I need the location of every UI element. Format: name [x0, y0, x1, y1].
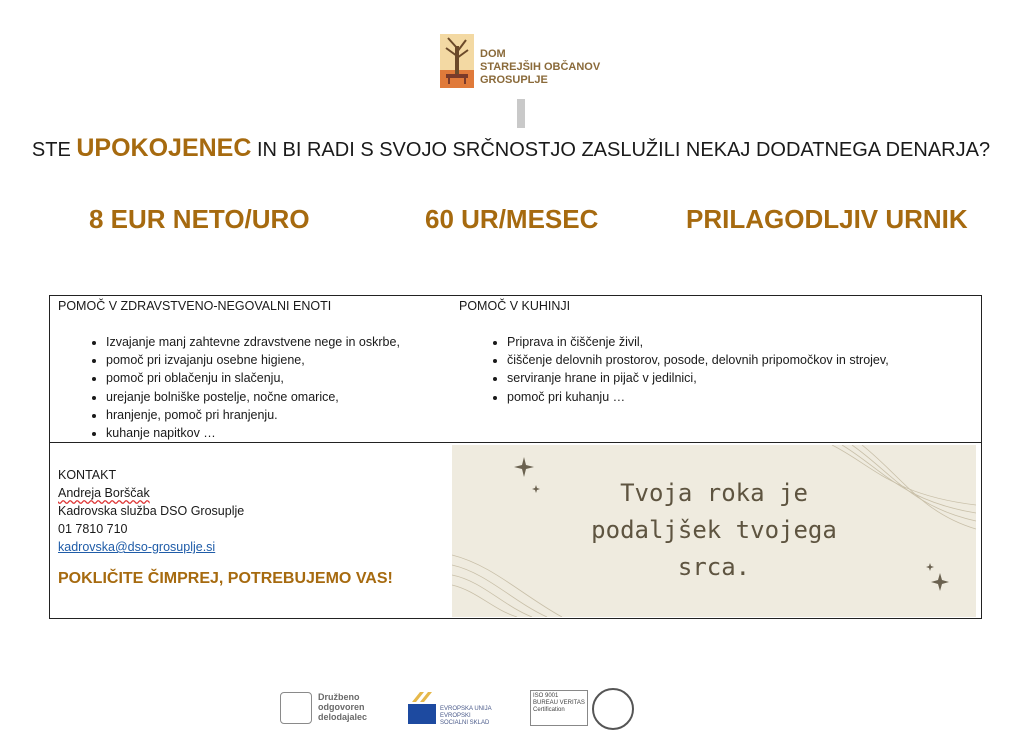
logo-line-2: STAREJŠIH OBČANOV: [480, 61, 601, 73]
tree-logo-icon: [440, 34, 474, 88]
list-item: • Izvajanje manj zahtevne zdravstvene nege in oskrbe,: [106, 335, 400, 349]
dso-logo: [440, 34, 610, 88]
stat-schedule: PRILAGODLJIV URNIK: [686, 204, 968, 234]
contact-heading: KONTAKT: [58, 468, 117, 482]
ribbon-icon: [410, 690, 434, 704]
eu-flag-icon: [408, 704, 436, 724]
stat-hours: 60 UR/MESEC: [425, 204, 599, 234]
quote-text: [452, 475, 976, 586]
eu-line-2: EVROPSKI: [440, 713, 471, 719]
row-divider: [50, 442, 981, 443]
people-group-icon: [280, 692, 312, 724]
quote-line-3: srca.: [677, 553, 751, 581]
eu-line-3: SOCIALNI SKLAD: [440, 720, 490, 726]
list-item: • čiščenje delovnih prostorov, posode, delovnih pripomočkov in strojev,: [507, 353, 889, 367]
headline: [0, 134, 1022, 163]
list-item: • kuhanje napitkov …: [106, 426, 400, 440]
stats-row: [0, 204, 1022, 238]
eu-text: [440, 706, 492, 727]
dod-line-3: delodajalec: [318, 712, 368, 722]
health-list: [58, 335, 400, 440]
quote-banner: [452, 445, 976, 617]
dod-text: [318, 692, 367, 722]
bv-line-1: ISO 9001: [533, 693, 559, 699]
contact-phone: 01 7810 710: [58, 522, 128, 536]
footer-logos: [0, 686, 1022, 732]
logo-wordmark: [480, 48, 600, 87]
responsible-employer-logo: [280, 690, 380, 728]
health-title: POMOČ V ZDRAVSTVENO-NEGOVALNI ENOTI: [58, 299, 332, 313]
headline-emphasis: UPOKOJENEC: [76, 134, 252, 162]
kitchen-list: [459, 335, 889, 404]
headline-after: IN BI RADI S SVOJO SRČNOSTJO ZASLUŽILI NEKAJ DODATNEGA DENARJA?: [251, 139, 991, 161]
call-to-action: POKLIČITE ČIMPREJ, POTREBUJEMO VAS!: [58, 570, 393, 587]
list-item: • pomoč pri izvajanju osebne higiene,: [106, 353, 400, 367]
iso-box: [530, 690, 588, 726]
health-column: [58, 299, 400, 444]
contact-name: Andreja Borščak: [58, 486, 150, 500]
contact-email-link[interactable]: kadrovska@dso-grosuplje.si: [58, 540, 216, 554]
headline-before: STE: [31, 139, 77, 161]
logo-line-1: DOM: [480, 48, 506, 60]
list-item: • serviranje hrane in pijač v jedilnici,: [507, 371, 889, 385]
contact-block: [58, 466, 393, 588]
text-cursor-bar: [517, 99, 525, 128]
kitchen-title: POMOČ V KUHINJI: [459, 299, 571, 313]
dod-line-1: Družbeno: [318, 692, 360, 702]
eu-line-1: EVROPSKA UNIJA: [440, 706, 492, 712]
list-item: • Priprava in čiščenje živil,: [507, 335, 889, 349]
logo-line-3: GROSUPLJE: [480, 74, 548, 86]
list-item: • pomoč pri oblačenju in slačenju,: [106, 371, 400, 385]
kitchen-column: [459, 299, 889, 408]
quote-line-2: podaljšek tvojega: [591, 516, 837, 544]
quote-line-1: Tvoja roka je: [620, 479, 808, 507]
bureau-veritas-seal-icon: [592, 688, 634, 730]
bv-line-3: Certification: [533, 707, 565, 713]
eu-fund-logo: [408, 690, 508, 728]
info-table: [49, 295, 982, 619]
dod-line-2: odgovoren: [318, 702, 365, 712]
stat-pay: 8 EUR NETO/URO: [89, 204, 310, 234]
bureau-veritas-logo: [530, 688, 638, 730]
list-item: • pomoč pri kuhanju …: [507, 390, 889, 404]
list-item: • urejanje bolniške postelje, nočne omarice,: [106, 390, 400, 404]
bv-line-2: BUREAU VERITAS: [533, 700, 585, 706]
contact-department: Kadrovska služba DSO Grosuplje: [58, 504, 245, 518]
list-item: • hranjenje, pomoč pri hranjenju.: [106, 408, 400, 422]
